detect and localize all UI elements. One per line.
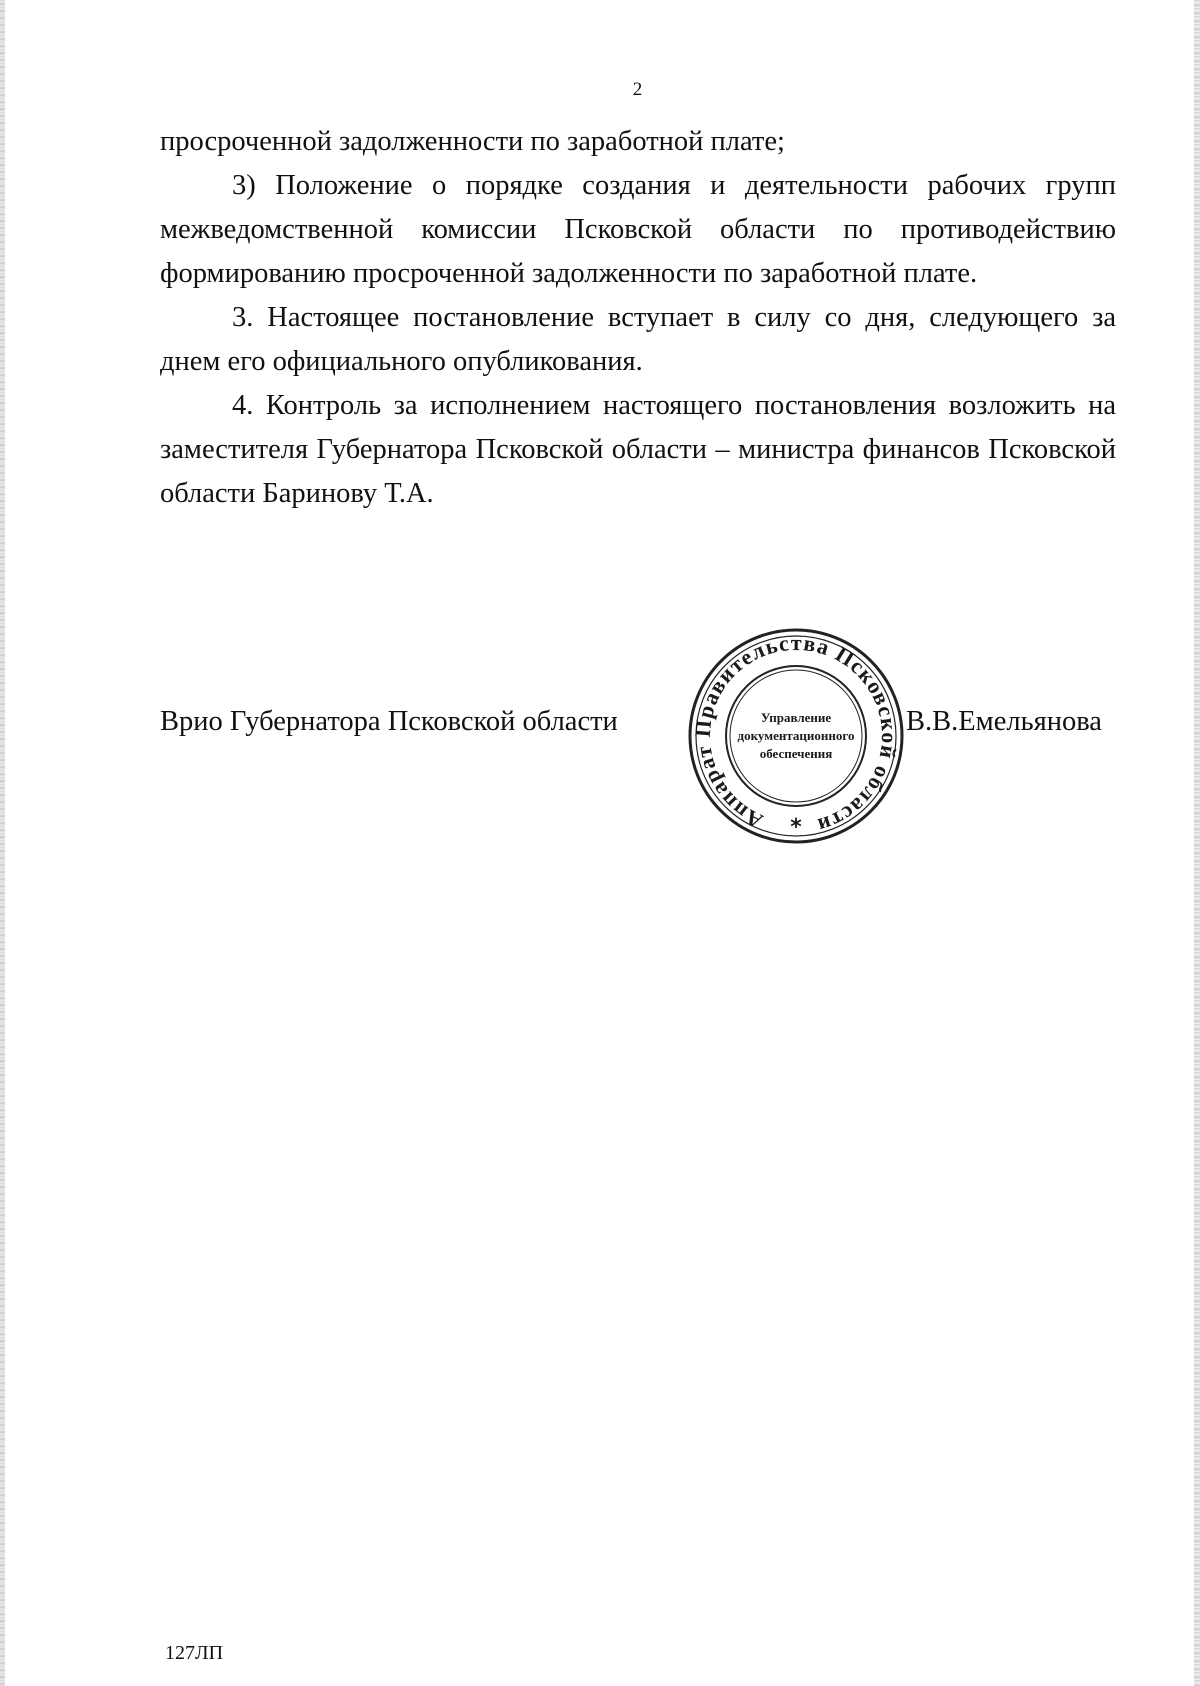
stamp-inner-line-1: Управление [760, 710, 832, 725]
paragraph-point-3: 3. Настоящее постановление вступает в силу со дня, следующего за днем его официального опубликования. [160, 302, 1116, 377]
scan-right-edge [1194, 0, 1200, 1686]
scan-left-edge [0, 0, 5, 1686]
stamp-outer-text: Аппарат Правительства Псковской области [689, 629, 903, 840]
document-body [160, 120, 1116, 516]
signatory-title: Врио Губернатора Псковской области [160, 706, 618, 737]
signatory-name: В.В.Емельянова [906, 706, 1102, 737]
stamp-inner-line-3: обеспечения [759, 746, 833, 761]
document-code: 127ЛП [165, 1642, 224, 1664]
official-stamp [686, 626, 906, 846]
page-number: 2 [632, 79, 643, 100]
stamp-star: * [790, 815, 802, 840]
stamp-inner-line-2: документационного [737, 728, 855, 743]
paragraph-continuation: просроченной задолженности по заработной плате; [160, 126, 785, 157]
paragraph-item-3-regulation: 3) Положение о порядке создания и деятельности рабочих групп межведомственной комиссии Псковской области по противодействию формированию просроченной задолженности по заработной плате. [160, 170, 1116, 289]
paragraph-point-4: 4. Контроль за исполнением настоящего постановления возложить на заместителя Губернатора Псковской области – министра финансов Псковской области Баринову Т.А. [160, 390, 1116, 509]
